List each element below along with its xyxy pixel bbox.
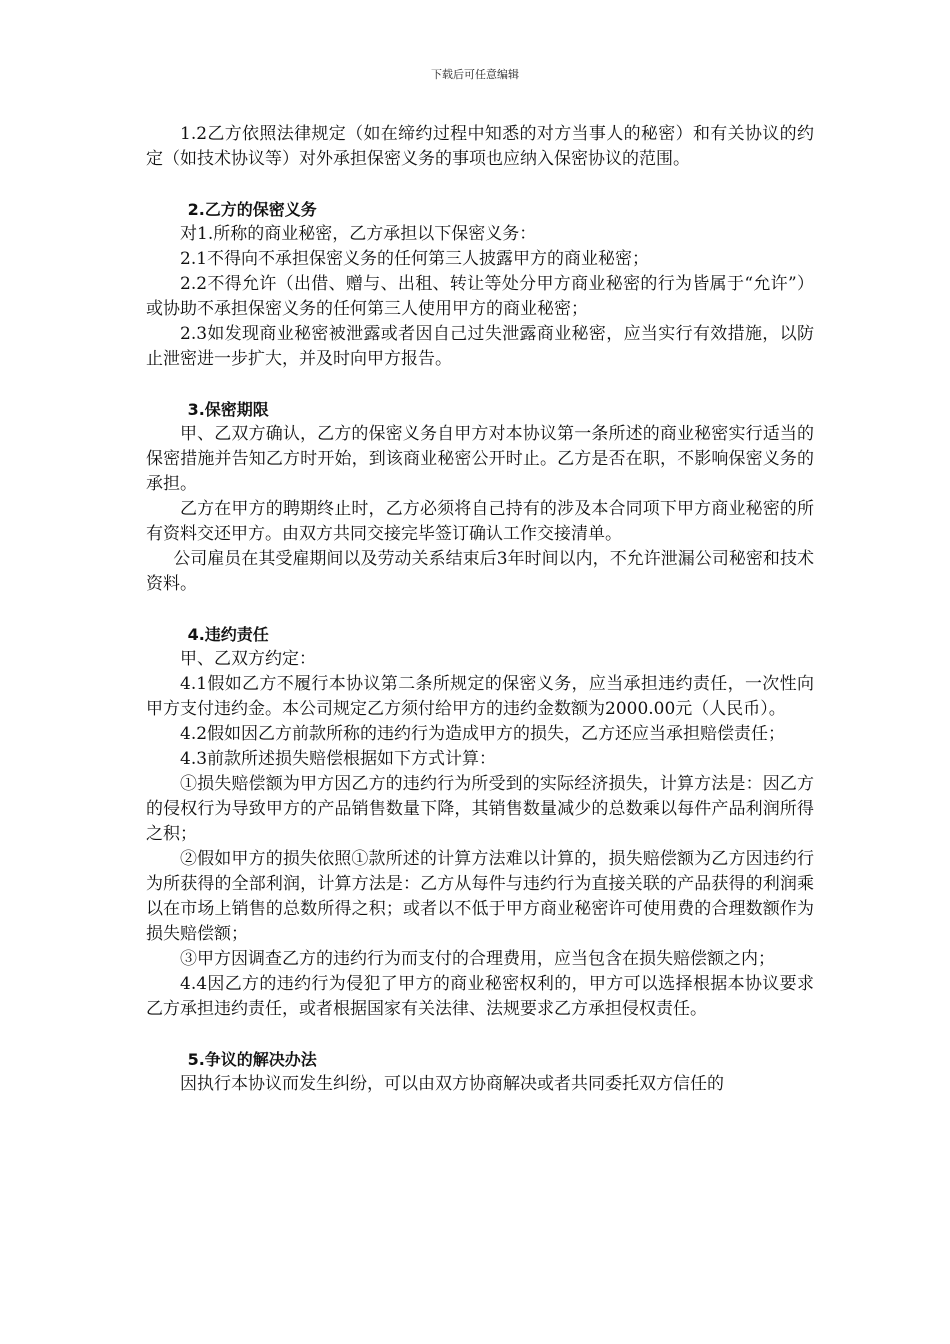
section-2-intro: 对1.所称的商业秘密，乙方承担以下保密义务： (180, 224, 537, 244)
clause-2-2: 2.2不得允许（出借、赠与、出租、转让等处分甲方商业秘密的行为皆属于“允许”）或协助不承担保密义务的任何第三人使用甲方的商业秘密； (146, 274, 814, 319)
clause-4-3-item-3: ③甲方因调查乙方的违约行为而支付的合理费用，应当包含在损失赔偿额之内； (180, 949, 775, 969)
section-3-para-1: 甲、乙双方确认，乙方的保密义务自甲方对本协议第一条所述的商业秘密实行适当的保密措施并告知乙方时开始，到该商业秘密公开时止。乙方是否在职，不影响保密义务的承担。 (146, 424, 814, 494)
section-5-para-1: 因执行本协议而发生纠纷，可以由双方协商解决或者共同委托双方信任的 (180, 1074, 724, 1094)
spacer (146, 372, 814, 397)
section-heading-5: 5.争议的解决办法 (187, 1050, 317, 1069)
clause-4-3-item-1: ①损失赔偿额为甲方因乙方的违约行为所受到的实际经济损失，计算方法是：因乙方的侵权行为导致甲方的产品销售数量下降，其销售数量减少的总数乘以每件产品利润所得之积； (146, 774, 814, 844)
spacer (146, 597, 814, 622)
clause-2-3: 2.3如发现商业秘密被泄露或者因自己过失泄露商业秘密，应当实行有效措施，以防止泄密进一步扩大，并及时向甲方报告。 (146, 324, 814, 369)
clause-1-2: 1.2乙方依照法律规定（如在缔约过程中知悉的对方当事人的秘密）和有关协议的约定（如技术协议等）对外承担保密义务的事项也应纳入保密协议的范围。 (146, 124, 814, 169)
section-heading-2: 2.乙方的保密义务 (187, 200, 317, 219)
spacer (146, 1022, 814, 1047)
page-header: 下载后可任意编辑 (431, 68, 519, 81)
section-3-para-3: 公司雇员在其受雇期间以及劳动关系结束后3年时间以内，不允许泄漏公司秘密和技术资料。 (146, 549, 814, 594)
clause-2-1: 2.1不得向不承担保密义务的任何第三人披露甲方的商业秘密； (180, 249, 650, 269)
clause-4-3-item-2: ②假如甲方的损失依照①款所述的计算方法难以计算的，损失赔偿额为乙方因违约行为所获得的全部利润，计算方法是：乙方从每件与违约行为直接关联的产品获得的利润乘以在市场上销售的总数所得之积；或者以不低于甲方商业秘密许可使用费的合理数额作为损失赔偿额； (146, 849, 814, 944)
section-4-intro: 甲、乙双方约定： (180, 649, 316, 669)
section-heading-4: 4.违约责任 (187, 625, 269, 644)
section-heading-3: 3.保密期限 (187, 400, 269, 419)
clause-4-3: 4.3前款所述损失赔偿根据如下方式计算： (180, 749, 497, 769)
document-body (146, 122, 814, 1097)
clause-4-2: 4.2假如因乙方前款所称的违约行为造成甲方的损失，乙方还应当承担赔偿责任； (180, 724, 786, 744)
spacer (146, 172, 814, 197)
section-3-para-2: 乙方在甲方的聘期终止时，乙方必须将自己持有的涉及本合同项下甲方商业秘密的所有资料交还甲方。由双方共同交接完毕签订确认工作交接清单。 (146, 499, 814, 544)
clause-4-1: 4.1假如乙方不履行本协议第二条所规定的保密义务，应当承担违约责任，一次性向甲方支付违约金。本公司规定乙方须付给甲方的违约金数额为2000.00元（人民币）。 (146, 674, 814, 719)
clause-4-4: 4.4因乙方的违约行为侵犯了甲方的商业秘密权利的，甲方可以选择根据本协议要求乙方承担违约责任，或者根据国家有关法律、法规要求乙方承担侵权责任。 (146, 974, 814, 1019)
